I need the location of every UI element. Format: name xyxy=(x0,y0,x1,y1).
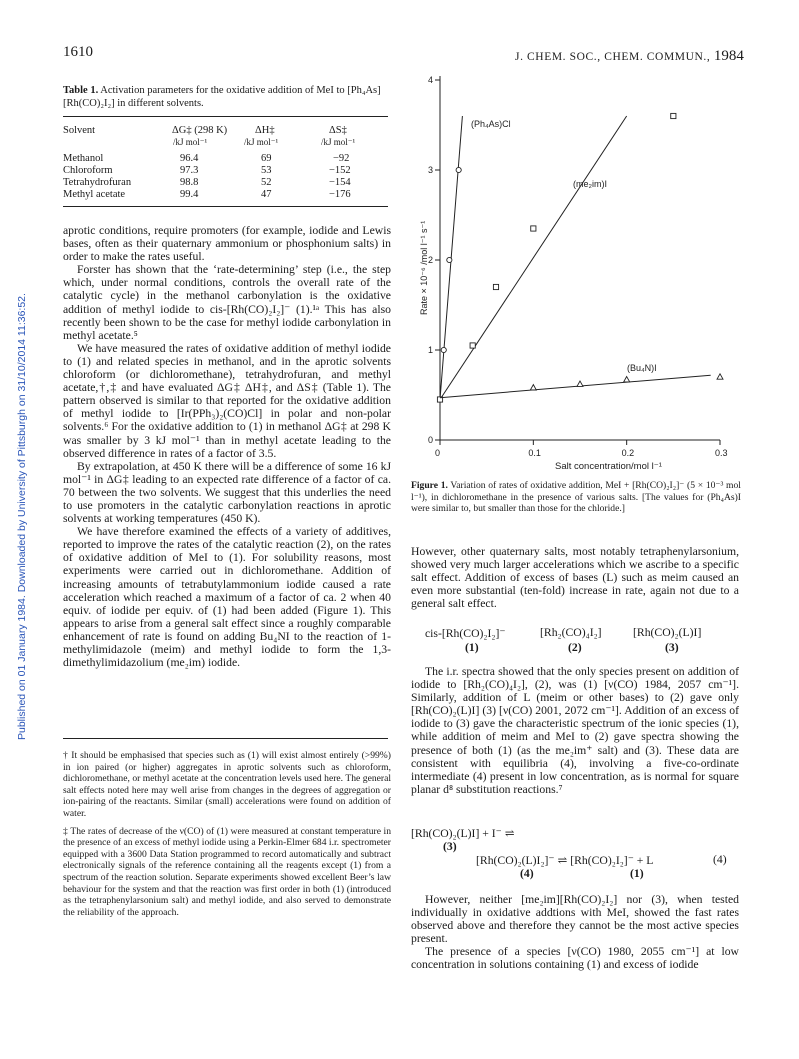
y-tick-label: 4 xyxy=(428,75,434,85)
equilibrium-number-1: (1) xyxy=(630,867,644,880)
body-paragraph: We have therefore examined the effects of a variety of additives, reported to improve the rates of the catalytic reaction (2), on the rates of oxidative addition of MeI to (1). For solubility reasons, most experiments were carried out in dichloromethane. Addition of increasing amounts of tetrabutylammonium iodide caused a rate acceleration which reached a maximum of a factor of ca. 2 when 40 equiv. of iodide per equiv. of (1) had been added (Figure 1). This appears to arise from a general salt effect since a roughly comparable enhancement of rate is found on adding Bu₄NI to the reaction of 1-methylimidazole (meim) and methyl iodide to form the 1,3-dimethylimidazolium (me₂im) iodide. xyxy=(63,525,391,670)
data-point-circle xyxy=(456,167,461,172)
series-label-bu4ni: (Bu₄N)I xyxy=(627,363,657,373)
table-header: ΔS‡ xyxy=(329,125,347,136)
x-tick-label: 0.1 xyxy=(528,448,541,458)
table-row xyxy=(63,177,388,189)
table-cell: Methanol xyxy=(63,153,104,164)
y-tick-label: 1 xyxy=(428,345,434,355)
footnote-rule xyxy=(63,738,388,739)
table-cell: −92 xyxy=(333,153,350,164)
table-units-row xyxy=(63,137,388,149)
provenance-sidebar xyxy=(4,220,28,740)
data-point-triangle xyxy=(624,377,630,382)
table-caption-label: Table 1. xyxy=(63,85,99,96)
chart-axes xyxy=(428,75,728,458)
table-cell: 52 xyxy=(261,177,272,188)
table-header: Solvent xyxy=(63,125,96,136)
body-paragraph: Forster has shown that the ‘rate-determining’ step (i.e., the step which, under normal conditions, controls the overall rate of the catalytic cycle) in the methanol carbonylation is the oxidative addition of methyl iodide to cis-[Rh(CO)₂I₂]⁻ (1).¹ᵃ This has also recently been shown to be the case for methyl iodide carbonylation in methyl acetate.⁵ xyxy=(63,263,391,342)
x-tick-label: 0 xyxy=(435,448,441,458)
right-column-para2 xyxy=(411,665,739,796)
table-header: ΔH‡ xyxy=(255,125,275,136)
chart-marks xyxy=(437,113,723,402)
series-label-ph4ascl: (Ph₄As)Cl xyxy=(471,119,511,129)
series-line xyxy=(440,375,711,398)
y-tick-label: 0 xyxy=(428,435,434,445)
series-label-me2imi: (me₂im)I xyxy=(573,179,607,189)
table-cell: −154 xyxy=(329,177,351,188)
body-paragraph: aprotic conditions, require promoters (for example, iodide and Lewis bases, often as their quaternary ammonium or phosphonium salts) in order to make the rates useful. xyxy=(63,224,391,264)
table-caption-text: Activation parameters for the oxidative addition of MeI to [Ph₄As][Rh(CO)₂I₂] in different solvents. xyxy=(63,85,381,109)
table-row xyxy=(63,165,388,177)
x-tick-label: 0.3 xyxy=(715,448,728,458)
footnotes xyxy=(63,750,391,924)
species-formula: cis-[Rh(CO)₂I₂]⁻ xyxy=(425,627,506,640)
table-caption xyxy=(63,84,388,110)
table-cell: 47 xyxy=(261,189,272,200)
body-paragraph: However, other quaternary salts, most notably tetraphenylarsonium, showed very much larger accelerations which we ascribe to a specific salt effect. Addition of excess of bases (L) such as meim caused an even more substantial (ten-fold) increase in rate, again not due to a general salt effect. xyxy=(411,545,739,611)
table-cell: 53 xyxy=(261,165,272,176)
body-paragraph: However, neither [me₂im][Rh(CO)₂I₂] nor (3), when tested individually in oxidative addtions with MeI, showed the fast rates observed above and therefore they cannot be the most active species present. xyxy=(411,893,739,946)
equilibrium-number-4: (4) xyxy=(520,867,534,880)
data-point-circle xyxy=(447,257,452,262)
table-cell: −176 xyxy=(329,189,351,200)
equilibrium-number-3: (3) xyxy=(443,840,457,853)
body-paragraph: By extrapolation, at 450 K there will be a difference of some 16 kJ mol⁻¹ in ΔG‡ leading to an expected rate difference of a factor of ca. 70 between the two solvents. We suggest that this underlies the need to use promoters in the catalytic carbonylation reactions in aprotic solvents at working temperatures (450 K). xyxy=(63,459,391,526)
figure-1-chart xyxy=(413,70,743,490)
table-bottom-rule xyxy=(63,206,388,207)
journal-year: 1984 xyxy=(713,48,744,64)
table-cell: Tetrahydrofuran xyxy=(63,177,132,188)
figure-caption-label: Figure 1. xyxy=(411,480,448,491)
data-point-square xyxy=(671,113,676,118)
equation-label: (4) xyxy=(713,853,727,866)
figure-caption xyxy=(411,480,741,515)
y-axis-label: Rate × 10⁻⁶ /mol l⁻¹ s⁻¹ xyxy=(419,220,429,315)
data-point-triangle xyxy=(577,381,583,386)
species-formula: [Rh₂(CO)₄I₂] xyxy=(540,626,602,639)
footnote: ‡ The rates of decrease of the ν(CO) of (1) were measured at constant temperature in the presence of an excess of methyl iodide using a Perkin-Elmer 684 i.r. spectrometer equipped with a 3600 Data Station programmed to record automatically and subtract electronically signals of the reference containing all the reagents except (1) from a spectrum of the reaction solution. Separate experiments showed excellent Beer’s law behaviour for the system and that the reaction was first order in both (1) (introduced as the tetraphenylarsonium salt) and methyl iodide, and also served to demonstrate the reliability of the approach. xyxy=(63,825,391,918)
table-top-rule xyxy=(63,116,388,117)
table-cell: 98.8 xyxy=(180,177,199,188)
x-axis-label: Salt concentration/mol l⁻¹ xyxy=(555,461,662,472)
y-tick-label: 3 xyxy=(428,165,434,175)
body-paragraph: The i.r. spectra showed that the only species present on addition of iodide to [Rh₂(CO)₄I₂], (2), was (1) [ν(CO) 1984, 2057 cm⁻¹]. Similarly, addition of L (meim or other bases) to (2) gave only [Rh(CO)₂(L)I] (3) [ν(CO) 2001, 2072 cm⁻¹]. Addition of an excess of iodide to (3) gave the characteristic spectrum of the ionic species (1), while addition of meim and MeI to (2) gave spectra showing the presence of both (1) (as the me₂im⁺ salt) and (3). These data are consistent with equilibria (4), involving a five-co-ordinate intermediate (4) present in low concentration, as is normal for square planar d⁸ substitution reactions.⁷ xyxy=(411,665,739,796)
table-cell: −152 xyxy=(329,165,351,176)
table-cell: Methyl acetate xyxy=(63,189,126,200)
species-number: (3) xyxy=(665,641,679,654)
table-cell: 96.4 xyxy=(180,153,199,164)
body-paragraph: The presence of a species [ν(CO) 1980, 2055 cm⁻¹] at low concentration in solutions containing (1) and excess of iodide xyxy=(411,945,739,972)
body-paragraph: We have measured the rates of oxidative addition of methyl iodide to (1) and related species in methanol, and in the aprotic solvents chloroform (or dichloromethane), tetrahydrofuran, and methyl acetate,†,‡ and have evaluated ΔG‡ ΔH‡, and ΔS‡ (Table 1). The pattern observed is similar to that reported for the oxidative addition of methyl iodide to [Ir(PPh₃)₂(CO)Cl] in polar and non-polar solvents.⁶ For the oxidative addition to (1) in methanol ΔG‡ at 298 K was smaller by 3 kJ mol⁻¹ than in methyl acetate leading to the observed difference in rates of a factor of 3.5. xyxy=(63,341,391,460)
species-number: (2) xyxy=(568,641,582,654)
table-unit: /kJ mol⁻¹ xyxy=(244,137,279,147)
footnote: † It should be emphasised that species such as (1) will exist almost entirely (>99%) in ion paired (or higher) aggregates in aprotic solvents such as chloroform, dichloromethane, or methyl acetate at the concentration levels used here. The general salt effects noted here may well arise from changes in the degrees of aggregation or ion-pairing of the reactants. Similar (small) accelerations were found on addition of water. xyxy=(63,750,391,819)
page-number: 1610 xyxy=(63,44,93,60)
table-row xyxy=(63,153,388,165)
right-column-para1 xyxy=(411,545,739,610)
table-unit: /kJ mol⁻¹ xyxy=(173,137,208,147)
table-unit: /kJ mol⁻¹ xyxy=(321,137,356,147)
right-column-para3 xyxy=(411,893,739,972)
table-cell: 99.4 xyxy=(180,189,199,200)
data-point-square xyxy=(470,343,475,348)
data-point-circle xyxy=(441,347,446,352)
table-cell: Chloroform xyxy=(63,165,113,176)
series-line xyxy=(440,116,627,400)
equilibrium-line-1: [Rh(CO)₂(L)I] + I⁻ ⇌ xyxy=(411,827,515,840)
data-point-triangle xyxy=(717,374,723,379)
data-point-triangle xyxy=(530,385,536,390)
equilibrium-line-2: [Rh(CO)₂(L)I₂]⁻ ⇌ [Rh(CO)₂I₂]⁻ + L xyxy=(476,854,654,867)
x-tick-label: 0.2 xyxy=(621,448,635,458)
table-header-row xyxy=(63,125,388,137)
table-cell: 97.3 xyxy=(180,165,199,176)
table-row xyxy=(63,189,388,201)
data-point-square xyxy=(531,226,536,231)
y-tick-label: 2 xyxy=(428,255,434,265)
figure-caption-text: Variation of rates of oxidative addition, MeI + [Rh(CO)₂I₂]⁻ (5 × 10⁻³ mol l⁻¹), in dichloromethane in the presence of various salts. [The values for (Ph₄As)I were similar to, but smaller than those for the chloride.] xyxy=(411,480,741,514)
provenance-text: Published on 01 January 1984. Downloaded by University of Pittsburgh on 31/10/2014 11:36:52. xyxy=(16,293,28,740)
species-number: (1) xyxy=(465,641,479,654)
table-cell: 69 xyxy=(261,153,272,164)
species-formula: [Rh(CO)₂(L)I] xyxy=(633,626,702,639)
journal-header xyxy=(515,48,744,65)
data-point-square xyxy=(493,284,498,289)
journal-name: J. CHEM. SOC., CHEM. COMMUN., xyxy=(515,51,711,63)
table-header: ΔG‡ (298 K) xyxy=(172,125,228,136)
left-column-body xyxy=(63,224,391,669)
